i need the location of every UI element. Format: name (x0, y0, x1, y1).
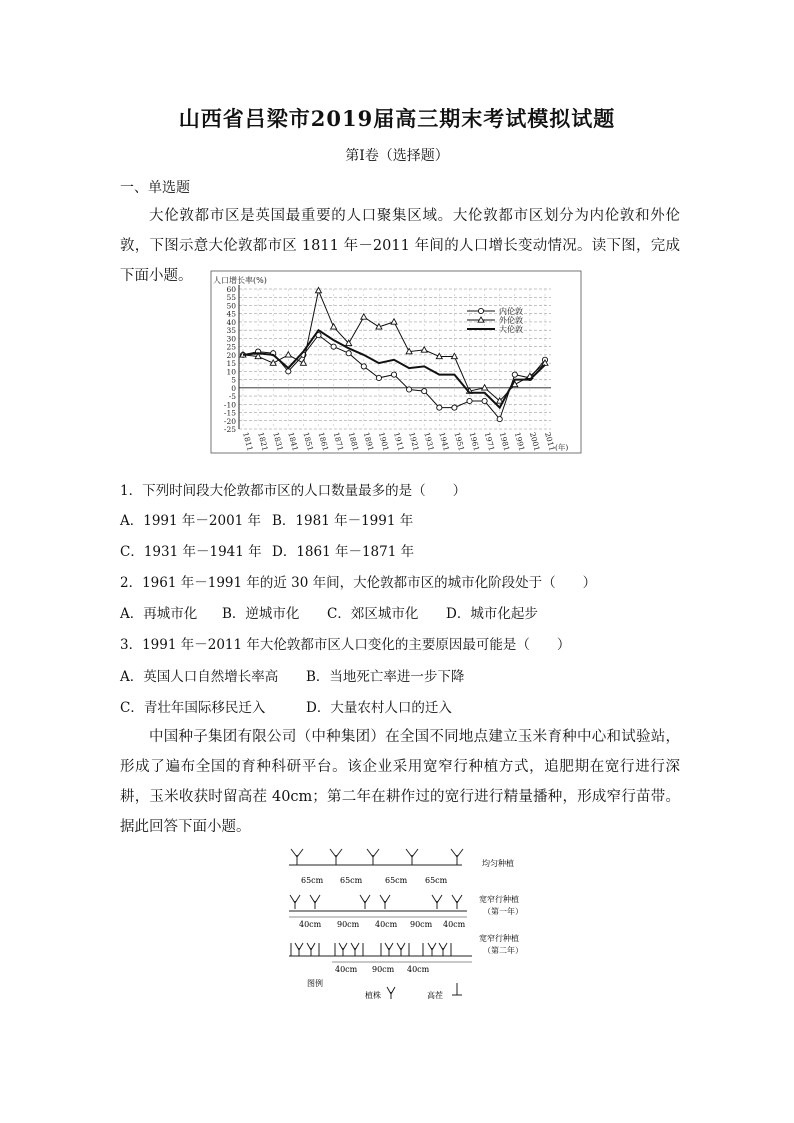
x-tick-label: 1931 (422, 431, 436, 452)
row-label: 宽窄行种植 (479, 934, 519, 943)
q2-option-b[interactable]: B．逆城市化 (222, 606, 300, 622)
spacing-label: 40cm (299, 920, 322, 929)
x-axis-unit: (年) (555, 443, 569, 452)
plant-icon (360, 895, 370, 909)
page-subtitle: 第Ⅰ卷（选择题） (345, 148, 449, 164)
data-point (467, 398, 472, 403)
plant-icon (406, 849, 418, 865)
data-point (452, 405, 457, 410)
legend-marker (478, 308, 483, 313)
plant-icon (397, 943, 405, 956)
q1-option-b[interactable]: B．1981 年－1991 年 (272, 513, 414, 529)
plant-icon (310, 895, 320, 909)
data-point (346, 351, 351, 356)
page-title: 山西省吕梁市2019届高三期末考试模拟试题 (178, 106, 616, 131)
data-point (512, 372, 517, 377)
spacing-label: 90cm (337, 920, 360, 929)
x-tick-label: 1841 (286, 431, 301, 452)
x-tick-label: 1861 (316, 431, 331, 452)
spacing-label: 40cm (443, 920, 466, 929)
y-tick-label: 45 (226, 309, 236, 319)
x-tick-label: 1881 (346, 431, 361, 452)
population-growth-chart (205, 267, 585, 457)
x-tick-label: 1971 (482, 431, 497, 452)
question-2-stem: 2．1961 年－1991 年的近 30 年间，大伦敦都市区的城市化阶段处于（ ） (120, 575, 597, 591)
spacing-label: 65cm (385, 876, 408, 885)
spacing-label: 40cm (375, 920, 398, 929)
data-point (316, 287, 322, 292)
planting-diagram (277, 845, 537, 1005)
data-point (391, 319, 397, 324)
data-point (331, 344, 336, 349)
question-1-stem: 1．下列时间段大伦敦都市区的人口数量最多的是（ ） (120, 483, 467, 499)
x-tick-label: 1821 (256, 431, 270, 452)
data-point (376, 375, 381, 380)
plant-icon (385, 943, 393, 956)
x-tick-label: 1851 (301, 431, 316, 452)
section-heading: 一、单选题 (120, 180, 190, 196)
row-uniform-planting (289, 849, 514, 885)
row-wide-narrow-year2 (289, 933, 523, 974)
x-tick-label: 2011 (543, 431, 557, 452)
plant-icon (291, 849, 303, 865)
y-tick-label: 10 (226, 367, 236, 377)
data-point (482, 398, 487, 403)
x-tick-label: 1911 (392, 431, 406, 452)
y-tick-label: 15 (226, 359, 236, 369)
plant-icon (439, 943, 447, 956)
q3-option-b[interactable]: B．当地死亡率进一步下降 (306, 669, 465, 685)
y-tick-label: 0 (231, 383, 236, 393)
data-point (422, 389, 427, 394)
y-tick-label: 5 (231, 375, 236, 385)
x-tick-label: 1891 (361, 431, 376, 452)
y-tick-label: -5 (228, 392, 236, 402)
data-point (285, 352, 291, 357)
data-point (361, 314, 367, 319)
legend-stubble-label: 高茬 (427, 991, 443, 1000)
y-tick-label: -15 (223, 408, 236, 418)
x-tick-label: 2001 (527, 431, 542, 452)
spacing-label: 65cm (425, 876, 448, 885)
spacing-label: 40cm (407, 965, 430, 974)
row-sublabel: （第一年） (483, 907, 523, 916)
plant-icon (307, 943, 315, 956)
diagram-legend (307, 978, 462, 1000)
y-tick-label: 55 (226, 293, 236, 303)
plant-icon (380, 895, 390, 909)
x-tick-label: 1811 (241, 431, 255, 452)
plant-icon (428, 943, 436, 956)
question-3-stem: 3．1991 年－2011 年大伦敦都市区人口变化的主要原因最可能是（ ） (120, 637, 571, 653)
y-tick-label: 20 (226, 350, 236, 360)
data-point (497, 417, 502, 422)
q1-option-c[interactable]: C．1931 年－1941 年 (120, 544, 262, 560)
y-tick-label: 40 (226, 317, 236, 327)
row-label: 宽窄行种植 (479, 895, 519, 904)
data-point (300, 360, 306, 365)
data-point (286, 369, 291, 374)
spacing-label: 90cm (410, 920, 433, 929)
chart-legend (467, 306, 523, 334)
passage-london: 大伦敦都市区是英国最重要的人口聚集区域。大伦敦都市区划分为内伦敦和外伦敦，下图示意大伦敦都市区 1811 年－2011 年间的人口增长变动情况。读下图，完成下面小题。 (120, 208, 680, 284)
data-point (437, 405, 442, 410)
data-point (361, 364, 366, 369)
y-tick-label: 25 (226, 342, 236, 352)
plant-icon (452, 895, 462, 909)
data-point (391, 372, 396, 377)
data-point (331, 324, 337, 329)
legend-label: 内伦敦 (499, 307, 523, 316)
q2-option-d[interactable]: D．城市化起步 (446, 606, 538, 622)
y-tick-label: -10 (223, 400, 236, 410)
x-tick-label: 1901 (376, 431, 391, 452)
spacing-label: 65cm (301, 876, 324, 885)
row-sublabel: （第二年） (483, 946, 523, 955)
spacing-label: 90cm (372, 965, 395, 974)
data-point (421, 347, 427, 352)
legend-label: 外伦敦 (499, 316, 523, 325)
plant-icon (330, 849, 342, 865)
y-tick-label: -25 (223, 425, 236, 434)
y-tick-label: 50 (226, 301, 236, 311)
spacing-label: 65cm (340, 876, 363, 885)
y-tick-label: -20 (223, 416, 236, 426)
plant-icon (387, 987, 395, 999)
y-tick-label: 60 (226, 285, 236, 294)
x-tick-label: 1951 (452, 431, 467, 452)
q2-option-a[interactable]: A．再城市化 (120, 606, 198, 622)
legend-title: 图例 (307, 979, 323, 988)
x-tick-label: 1831 (271, 431, 285, 452)
plant-icon (295, 943, 303, 956)
y-tick-label: 35 (226, 326, 236, 336)
data-point (482, 385, 488, 390)
spacing-label: 40cm (335, 965, 358, 974)
x-tick-label: 1941 (437, 431, 452, 452)
stubble-icon (452, 983, 462, 995)
x-tick-label: 1961 (467, 431, 482, 452)
row-wide-narrow-year1 (289, 894, 523, 929)
plant-icon (432, 895, 442, 909)
x-tick-label: 1981 (497, 431, 512, 452)
q1-option-a[interactable]: A．1991 年－2001 年 (120, 513, 262, 529)
legend-plant-label: 植株 (365, 991, 381, 1000)
y-axis-title: 人口增长率(%) (213, 276, 267, 285)
plant-icon (451, 849, 463, 865)
plant-icon (339, 943, 347, 956)
q3-option-c[interactable]: C．青壮年国际移民迁入 (120, 700, 266, 716)
passage-seed-group: 中国种子集团有限公司（中种集团）在全国不同地点建立玉米育种中心和试验站，形成了遍布全国的育种科研平台。该企业采用宽窄行种植方式，追肥期在宽行进行深耕，玉米收获时留高茬 40cm；第二年在耕作过的宽行进行精量播种，形成窄行苗带。据此回答下面小题。 (120, 729, 680, 835)
plant-icon (351, 943, 359, 956)
row-label: 均匀种植 (482, 859, 514, 868)
x-tick-label: 1921 (407, 431, 421, 452)
q2-option-c[interactable]: C．郊区城市化 (327, 606, 419, 622)
y-tick-label: 30 (226, 334, 236, 344)
q3-option-a[interactable]: A．英国人口自然增长率高 (120, 669, 279, 685)
q3-option-d[interactable]: D．大量农村人口的迁入 (306, 700, 452, 716)
plant-icon (290, 895, 300, 909)
q1-option-d[interactable]: D．1861 年－1871 年 (272, 544, 415, 560)
data-point (407, 387, 412, 392)
x-tick-label: 1991 (512, 431, 527, 452)
plant-icon (367, 849, 379, 865)
legend-label: 大伦敦 (499, 325, 523, 334)
x-tick-label: 1871 (331, 431, 346, 452)
